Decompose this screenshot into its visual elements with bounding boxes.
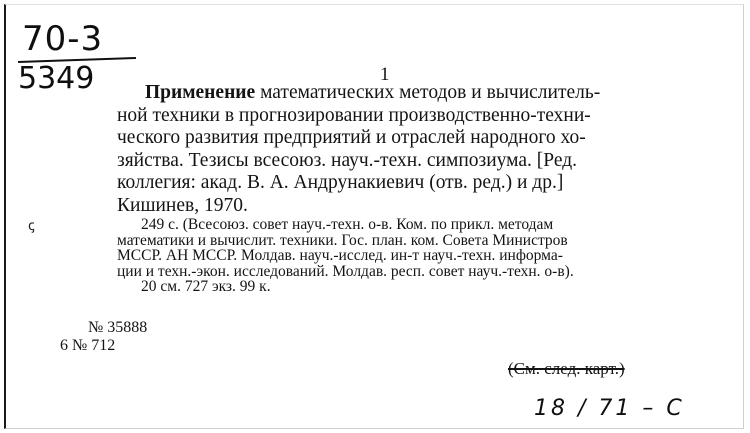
entry-line-6: Кишинев, 1970. — [117, 194, 248, 216]
accession-number: № 35888 — [88, 319, 148, 336]
collation-notes — [117, 217, 713, 295]
entry-line-2: ной техники в прогнозировании производственно-техни- — [117, 104, 591, 126]
handwritten-shelfmark-top: 70-3 — [22, 19, 104, 59]
margin-mark: ꞔ — [28, 218, 35, 234]
entry-line-4: зяйства. Тезисы всесоюз. науч.-техн. симпозиума. [Ред. — [117, 149, 578, 171]
handwritten-shelfmark-bottom: 5349 — [18, 61, 95, 96]
notes-line-5: 20 см. 727 экз. 99 к. — [141, 278, 271, 295]
notes-line-1: 249 с. (Всесоюз. совет науч.-техн. о-в. Ком. по прикл. методам — [141, 216, 554, 233]
entry-line-5: коллегия: акад. В. А. Андрунакиевич (отв. ред.) и др.] — [117, 172, 564, 193]
entry-line-1-rest: математических методов и вычислитель- — [255, 82, 601, 103]
card-number: 1 — [380, 64, 390, 85]
entry-title-word: Применение — [145, 82, 256, 103]
entry-line-1 — [117, 82, 709, 105]
notes-line-3: МССР. АН МССР. Молдав. науч.-исслед. ин-т науч.-техн. информа- — [117, 247, 563, 264]
copies-number: 6 № 712 — [60, 337, 116, 354]
bibliographic-entry — [117, 82, 709, 217]
handwritten-date: 18 / 71 – С — [534, 396, 685, 421]
notes-line-2: математики и вычислит. техники. Гос. план. ком. Совета Министров — [117, 231, 568, 249]
entry-line-3: ческого развития предприятий и отраслей народного хо- — [117, 127, 586, 148]
see-next-card-text: (См. след. карт.) — [508, 359, 625, 378]
see-next-card — [508, 359, 625, 379]
notes-line-4: ции и техн.-экон. исследований. Молдав. респ. совет науч.-техн. о-в). — [117, 262, 574, 280]
